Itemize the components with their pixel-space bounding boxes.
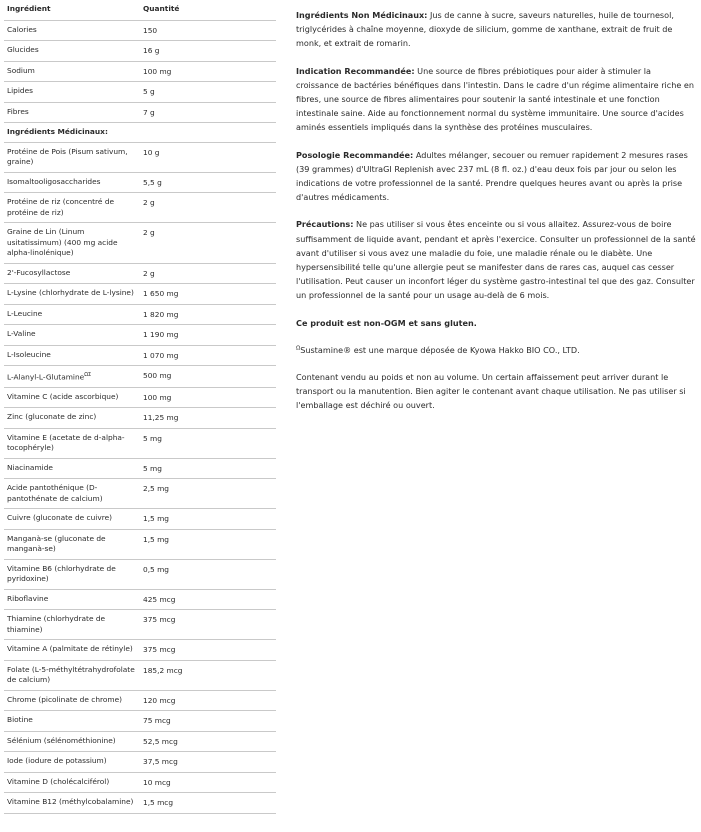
nongmo-paragraph (296, 316, 696, 330)
precautions-body: Ne pas utiliser si vous êtes enceinte ou si vous allaitez. Assurez-vous de boire suffisamment de liquide avant, pendant et après l'exercice. Consulter un professionnel de la santé avant d'utiliser si vous avez une maladie du foie, une maladie rénale ou le diabète. Une hypersensibilité telle qu'une allergie peut se manifester dans de rares cas, auquel cas cesser l'utilisation. Peut causer un inconfort léger du système gastro-intestinal tel que des gaz. Consulter un professionnel de la santé pour un usage au-delà de 6 mois. (296, 219, 696, 301)
ingredient-qty: 375 mcg (140, 610, 276, 640)
ingredient-name-text: Acide pantothénique (D-pantothénate de calcium) (7, 483, 103, 503)
ingredient-name-text: Folate (L-5-méthyltétrahydrofolate de calcium) (7, 664, 135, 685)
ingredient-name-text: L-Alanyl-L-Glutamine (7, 372, 85, 382)
ingredient-name-text: L-Lysine (chlorhydrate de L-lysine) (7, 288, 134, 297)
ingredient-qty: 1,5 mcg (140, 793, 276, 814)
ingredient-qty: 1 650 mg (140, 284, 276, 305)
table-row (4, 408, 276, 429)
ingredient-name-text: Niacinamide (7, 462, 53, 472)
table-row (4, 428, 276, 458)
trademark-mark: Ω (296, 345, 301, 352)
ingredient-name (4, 690, 140, 711)
table-row (4, 752, 276, 773)
indication-label: Indication Recommandée: (296, 65, 415, 76)
ingredient-qty: 375 mcg (140, 640, 276, 661)
ingredient-name (4, 428, 140, 458)
ingredient-qty: 16 g (140, 41, 276, 62)
table-row (4, 82, 276, 103)
table-row (4, 366, 276, 388)
ingredient-name-text: Riboflavine (7, 593, 49, 603)
table-row (4, 479, 276, 509)
ingredient-name (4, 589, 140, 610)
table-row (4, 559, 276, 589)
ingredient-qty: 150 (140, 20, 276, 41)
col-ingredient-header: Ingrédient (4, 0, 140, 20)
ingredient-qty: 1,5 mg (140, 509, 276, 530)
ingredient-name-text: Vitamine E (acetate de d-alpha-tocophéryle) (7, 432, 125, 453)
ingredient-name (4, 387, 140, 408)
table-row (4, 690, 276, 711)
ingredient-name-text: L-Leucine (7, 308, 43, 318)
table-row (4, 325, 276, 346)
ingredient-name (4, 458, 140, 479)
ingredient-qty: 425 mcg (140, 589, 276, 610)
product-info-panel (296, 8, 696, 426)
ingredient-name (4, 610, 140, 640)
ingredient-name (4, 660, 140, 690)
ingredient-qty: 7 g (140, 102, 276, 123)
ingredient-name (4, 731, 140, 752)
ingredient-name (4, 793, 140, 814)
ingredient-name (4, 752, 140, 773)
table-row (4, 589, 276, 610)
ingredient-name (4, 223, 140, 264)
ingredient-name-text: Vitamine C (acide ascorbique) (7, 391, 119, 401)
table-row (4, 193, 276, 223)
ingredient-qty: 5 mg (140, 458, 276, 479)
ingredient-qty: 75 mcg (140, 711, 276, 732)
ingredient-name-text: Protéine de Pois (Pisum sativum, graine) (7, 146, 128, 166)
table-row (4, 304, 276, 325)
table-row (4, 711, 276, 732)
ingredient-name-text: Isomaltooligosaccharides (7, 176, 101, 186)
ingredient-qty: 10 mcg (140, 772, 276, 793)
table-row (4, 458, 276, 479)
table-row (4, 142, 276, 172)
ingredient-name (4, 142, 140, 172)
ingredient-name (4, 711, 140, 732)
ingredient-name (4, 772, 140, 793)
ingredient-qty: 0,5 mg (140, 559, 276, 589)
ingredient-name (4, 408, 140, 429)
ingredient-qty: 2 g (140, 193, 276, 223)
ingredient-name-text: L-Valine (7, 329, 36, 338)
ingredient-qty: 2,5 mg (140, 479, 276, 509)
ingredient-name-text: Iode (iodure de potassium) (7, 756, 107, 766)
dosage-paragraph (296, 148, 696, 205)
ingredients-table-panel (4, 0, 276, 814)
nonmed-label: Ingrédients Non Médicinaux: (296, 10, 428, 20)
ingredient-name-text: Cuivre (gluconate de cuivre) (7, 513, 113, 523)
table-row (4, 509, 276, 530)
ingredient-qty: 1 820 mg (140, 304, 276, 325)
ingredient-qty: 120 mcg (140, 690, 276, 711)
ingredient-name-text: Chrome (picolinate de chrome) (7, 694, 123, 704)
ingredient-name (4, 366, 140, 388)
nonmed-body: Jus de canne à sucre, saveurs naturelles, huile de tournesol, triglycérides à chaîne moyenne, dioxyde de silicium, gomme de xanthane, extrait de fruit de monk, et extrait de romarin. (296, 10, 674, 49)
medicinal-header-label: Ingrédients Médicinaux: (4, 123, 276, 143)
ingredient-qty: 2 g (140, 223, 276, 264)
table-row (4, 20, 276, 41)
ingredient-name (4, 345, 140, 366)
ingredient-name: Fibres (4, 102, 140, 123)
nongmo-statement: Ce produit est non-OGM et sans gluten. (296, 317, 477, 328)
indication-body: Une source de fibres prébiotiques pour aider à stimuler la croissance de bactéries bénéfiques dans l'intestin. Dans le cadre d'un régime alimentaire riche en fibres, une source de fibres alimentaires pour soutenir la santé intestinale et une fonction intestinale saine. Aide au fonctionnement normal du système immunitaire. Une source d'acides aminés essentiels impliqués dans la synthèse des protéines musculaires. (296, 65, 695, 133)
ingredient-qty: 10 g (140, 142, 276, 172)
table-row (4, 284, 276, 305)
ingredient-name-text: Graine de Lin (Linum usitatissimum) (400 mg acide alpha-linolénique) (7, 227, 118, 257)
ingredient-qty: 1 190 mg (140, 325, 276, 346)
ingredient-qty: 1,5 mg (140, 529, 276, 559)
ingredient-name (4, 284, 140, 305)
ingredient-qty: 52,5 mcg (140, 731, 276, 752)
table-row (4, 61, 276, 82)
table-row (4, 772, 276, 793)
contents-paragraph: Contenant vendu au poids et non au volume. Un certain affaissement peut arriver durant le transport ou la manutention. Bien agiter le contenant avant chaque utilisation. Ne pas utiliser si l'emballage est déchiré ou ouvert. (296, 372, 686, 411)
ingredient-name (4, 304, 140, 325)
trademark-paragraph (296, 343, 696, 357)
ingredient-name-text: Vitamine A (palmitate de rétinyle) (7, 644, 133, 654)
col-quantity-header: Quantité (140, 0, 276, 20)
ingredient-name (4, 509, 140, 530)
ingredient-name-text: Zinc (gluconate de zinc) (7, 412, 97, 422)
table-row (4, 640, 276, 661)
ingredient-name (4, 193, 140, 223)
precautions-label: Précautions: (296, 219, 354, 230)
table-row (4, 102, 276, 123)
ingredient-name-text: Thiamine (chlorhydrate de thiamine) (7, 614, 106, 634)
ingredient-qty: 100 mg (140, 387, 276, 408)
ingredient-qty: 185,2 mcg (140, 660, 276, 690)
table-row (4, 387, 276, 408)
ingredient-name (4, 172, 140, 193)
indication-paragraph (296, 64, 696, 135)
ingredient-name (4, 559, 140, 589)
ingredient-name: Calories (4, 20, 140, 41)
ingredient-name-text: Protéine de riz (concentré de protéine de riz) (7, 197, 115, 217)
ingredient-name-text: Vitamine B12 (méthylcobalamine) (7, 797, 134, 807)
ingredient-qty: 100 mg (140, 61, 276, 82)
ingredient-qty: 37,5 mcg (140, 752, 276, 773)
ingredient-qty: 11,25 mg (140, 408, 276, 429)
ingredient-name-text: 2'-Fucosyllactose (7, 267, 71, 277)
ingredient-name: Glucides (4, 41, 140, 62)
ingredient-name (4, 479, 140, 509)
table-row (4, 223, 276, 264)
ingredient-name (4, 640, 140, 661)
nonmed-paragraph (296, 8, 696, 51)
ingredient-name-text: Sélénium (sélénométhionine) (7, 735, 116, 745)
table-header-row (4, 0, 276, 20)
ingredient-qty: 1 070 mg (140, 345, 276, 366)
table-row (4, 172, 276, 193)
dosage-label: Posologie Recommandée: (296, 149, 414, 160)
ingredient-name (4, 263, 140, 284)
precautions-paragraph (296, 217, 696, 302)
ingredient-name (4, 529, 140, 559)
ingredient-qty: 5 g (140, 82, 276, 103)
ingredient-name-text: Manganà-se (gluconate de manganà-se) (7, 533, 106, 554)
table-row (4, 345, 276, 366)
ingredient-name-text: L-Isoleucine (7, 349, 51, 359)
table-row (4, 263, 276, 284)
ingredient-footnote-mark: ΩΣ (84, 372, 92, 378)
ingredient-qty: 2 g (140, 263, 276, 284)
ingredient-qty: 5 mg (140, 428, 276, 458)
ingredient-name-text: Vitamine D (cholécalciférol) (7, 776, 110, 786)
table-row (4, 41, 276, 62)
ingredient-name-text: Biotine (7, 715, 33, 725)
ingredient-qty: 5,5 g (140, 172, 276, 193)
medicinal-section-header (4, 123, 276, 143)
ingredient-name: Sodium (4, 61, 140, 82)
table-row (4, 793, 276, 814)
ingredient-name (4, 325, 140, 346)
ingredient-qty: 500 mg (140, 366, 276, 388)
trademark-text: Sustamine® est une marque déposée de Kyowa Hakko BIO CO., LTD. (300, 344, 580, 355)
table-row (4, 731, 276, 752)
table-row (4, 610, 276, 640)
table-row (4, 529, 276, 559)
dosage-body: Adultes mélanger, secouer ou remuer rapidement 2 mesures rases (39 grammes) d'UltraGI Replenish avec 237 mL (8 fl. oz.) d'eau deux fois par jour ou selon les indications de votre professionnel de la santé. Prendre quelques heures avant ou après la prise d'autres médicaments. (296, 149, 688, 203)
ingredient-name-text: Vitamine B6 (chlorhydrate de pyridoxine) (7, 563, 116, 584)
ingredient-name: Lipides (4, 82, 140, 103)
ingredients-table (4, 0, 276, 814)
table-row (4, 660, 276, 690)
